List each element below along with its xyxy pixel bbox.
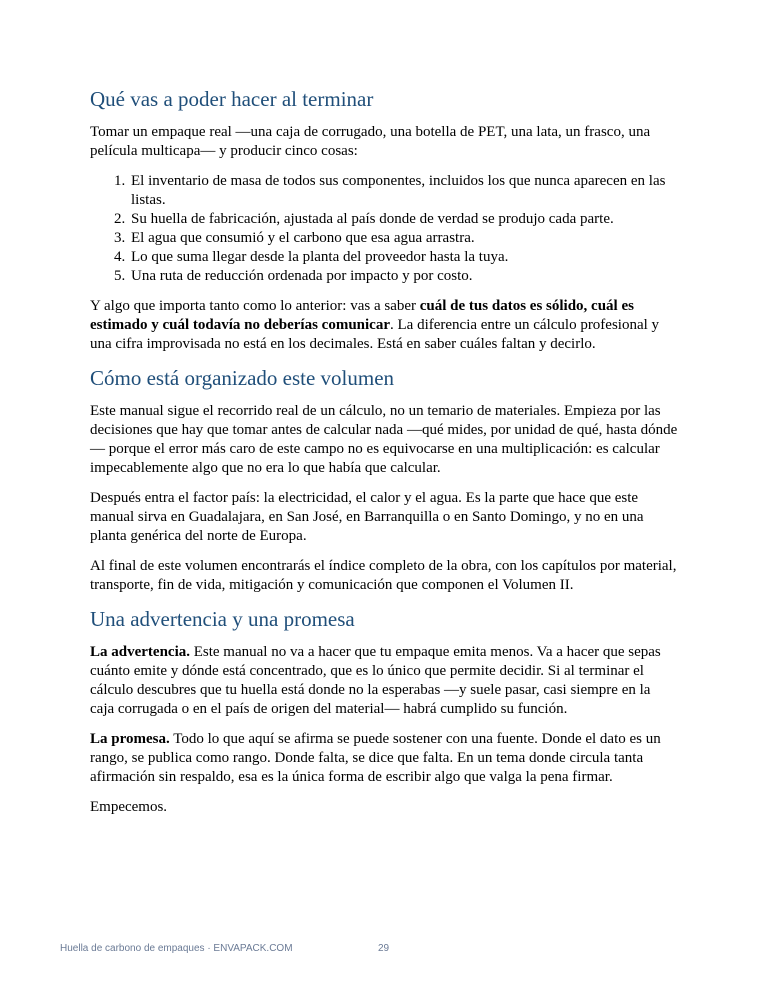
paragraph: Al final de este volumen encontrarás el índice completo de la obra, con los capítulos por material, transporte, fin de vida, mitigación y comunicación que componen el Volumen II.: [90, 558, 677, 593]
paragraph: [90, 730, 678, 787]
paragraph: [90, 643, 678, 719]
warning-label: La advertencia.: [90, 644, 190, 660]
section-que-vas-a-poder: [90, 86, 678, 354]
outcome-list: [90, 172, 678, 286]
text-run: Todo lo que aquí se afirma se puede sostener con una fuente. Donde el dato es un rango, se publica como rango. Donde falta, se dice que falta. En un tema donde circula tanta afirmación sin respaldo, esa es la única forma de escribir algo que valga la pena firmar.: [90, 731, 661, 785]
promise-label: La promesa.: [90, 731, 170, 747]
section-organizacion: [90, 365, 678, 595]
text-run: Este manual no va a hacer que tu empaque emita menos. Va a hacer que sepas cuánto emite y dónde está concentrado, que es lo único que permite decidir. Si al terminar el cálculo descubres que tu huella está donde no la esperabas —y suele pasar, casi siempre en la caja corrugada o en el país de origen del material— habrá cumplido su función.: [90, 644, 661, 717]
section-heading: Una advertencia y una promesa: [90, 607, 355, 631]
paragraph: Tomar un empaque real —una caja de corrugado, una botella de PET, una lata, un frasco, una película multicapa— y producir cinco cosas:: [90, 124, 651, 159]
paragraph: [90, 297, 678, 354]
section-advertencia-promesa: [90, 606, 678, 817]
page-number: 29: [378, 943, 390, 954]
list-item: 5. Una ruta de reducción ordenada por impacto y por costo.: [129, 267, 678, 286]
list-item: 1. El inventario de masa de todos sus componentes, incluidos los que nunca aparecen en las listas.: [129, 172, 678, 210]
text-run: Y algo que importa tanto como lo anterior: vas a saber: [90, 298, 420, 314]
page-footer: [60, 943, 720, 957]
list-item: 3. El agua que consumió y el carbono que esa agua arrastra.: [129, 229, 678, 248]
section-heading: Qué vas a poder hacer al terminar: [90, 87, 374, 111]
paragraph: Este manual sigue el recorrido real de un cálculo, no un temario de materiales. Empieza por las decisiones que hay que tomar antes de calcular nada —qué mides, por unidad de qué, hasta dónde— porque el error más caro de este campo no es equivocarse en una multiplicación: es calcular impecablemente algo que no era lo que había que calcular.: [90, 403, 678, 476]
paragraph: Empecemos.: [90, 799, 168, 815]
list-item: 4. Lo que suma llegar desde la planta del proveedor hasta la tuya.: [129, 248, 678, 267]
document-page: [90, 86, 678, 828]
bold-text: cuál de tus datos es sólido, cuál es estimado y cuál todavía no deberías comunicar: [90, 298, 634, 333]
list-item: 2. Su huella de fabricación, ajustada al país donde de verdad se produjo cada parte.: [129, 210, 678, 229]
footer-text: Huella de carbono de empaques · ENVAPACK.COM: [60, 943, 293, 954]
paragraph: Después entra el factor país: la electricidad, el calor y el agua. Es la parte que hace que este manual sirva en Guadalajara, en San José, en Barranquilla o en Santo Domingo, y no en una planta genérica del norte de Europa.: [90, 490, 644, 544]
section-heading: Cómo está organizado este volumen: [90, 366, 395, 390]
text-run: . La diferencia entre un cálculo profesional y una cifra improvisada no está en los decimales. Está en saber cuáles faltan y decirlo.: [90, 317, 660, 352]
